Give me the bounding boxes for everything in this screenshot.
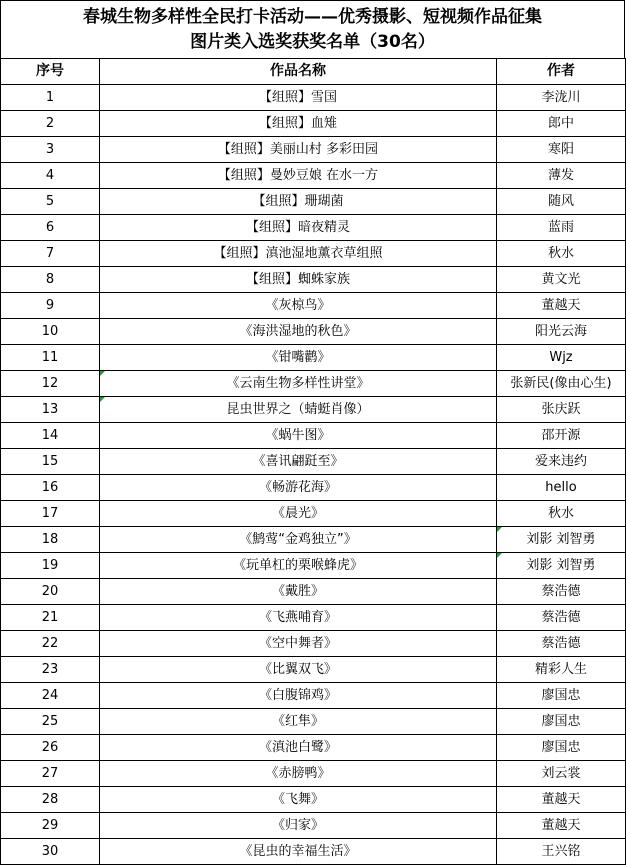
- table-row: [1, 527, 626, 553]
- table-row: [1, 345, 626, 371]
- row-work-name: 《空中舞者》: [100, 631, 497, 657]
- row-author: 董越天: [497, 787, 626, 813]
- row-work-name: 《赤膀鸭》: [100, 761, 497, 787]
- table-row: [1, 735, 626, 761]
- row-number: 3: [1, 137, 100, 163]
- header-number: 序号: [1, 59, 100, 85]
- table-row: [1, 267, 626, 293]
- winners-table: [0, 58, 626, 865]
- row-number: 9: [1, 293, 100, 319]
- row-author: 蓝雨: [497, 215, 626, 241]
- table-row: [1, 579, 626, 605]
- header-author: 作者: [497, 59, 626, 85]
- row-number: 24: [1, 683, 100, 709]
- table-row: [1, 605, 626, 631]
- row-author: 廖国忠: [497, 709, 626, 735]
- row-author: 精彩人生: [497, 657, 626, 683]
- row-work-name: 昆虫世界之（蜻蜓肖像）: [100, 397, 497, 423]
- row-number: 23: [1, 657, 100, 683]
- row-number: 7: [1, 241, 100, 267]
- row-number: 8: [1, 267, 100, 293]
- table-row: [1, 813, 626, 839]
- row-author: 薄发: [497, 163, 626, 189]
- row-author: 李泷川: [497, 85, 626, 111]
- row-work-name: 【组照】滇池湿地薰衣草组照: [100, 241, 497, 267]
- row-author: 随风: [497, 189, 626, 215]
- table-row: [1, 85, 626, 111]
- row-work-name: 【组照】雪国: [100, 85, 497, 111]
- row-work-name: 【组照】暗夜精灵: [100, 215, 497, 241]
- table-row: [1, 371, 626, 397]
- row-work-name: 【组照】曼妙豆娘 在水一方: [100, 163, 497, 189]
- row-work-name: 《红隼》: [100, 709, 497, 735]
- row-work-name: 《飞舞》: [100, 787, 497, 813]
- table-row: [1, 319, 626, 345]
- row-number: 2: [1, 111, 100, 137]
- row-work-name: 《飞燕哺育》: [100, 605, 497, 631]
- page-subtitle: 图片类入选奖获奖名单（30名）: [190, 32, 435, 52]
- table-row: [1, 163, 626, 189]
- row-work-name: 《钳嘴鹳》: [100, 345, 497, 371]
- table-row: [1, 683, 626, 709]
- row-number: 20: [1, 579, 100, 605]
- row-author: 爱来违约: [497, 449, 626, 475]
- row-number: 5: [1, 189, 100, 215]
- table-row: [1, 709, 626, 735]
- row-work-name: 《鹪莺“金鸡独立”》: [100, 527, 497, 553]
- table-row: [1, 553, 626, 579]
- table-row: [1, 501, 626, 527]
- row-number: 28: [1, 787, 100, 813]
- row-work-name: 【组照】血雉: [100, 111, 497, 137]
- title-block: [0, 0, 625, 58]
- row-author: 蔡浩德: [497, 631, 626, 657]
- table-row: [1, 215, 626, 241]
- table-row: [1, 449, 626, 475]
- table-row: [1, 657, 626, 683]
- row-number: 22: [1, 631, 100, 657]
- row-author: 蔡浩德: [497, 605, 626, 631]
- header-row: [1, 59, 626, 85]
- table-row: [1, 397, 626, 423]
- row-work-name: 【组照】蜘蛛家族: [100, 267, 497, 293]
- table-row: [1, 839, 626, 865]
- row-work-name: 【组照】珊瑚菌: [100, 189, 497, 215]
- page-title: 春城生物多样性全民打卡活动——优秀摄影、短视频作品征集: [83, 7, 542, 27]
- row-work-name: 《玩单杠的栗喉蜂虎》: [100, 553, 497, 579]
- row-author: 秋水: [497, 501, 626, 527]
- row-author: 董越天: [497, 813, 626, 839]
- row-work-name: 《喜讯翩跹至》: [100, 449, 497, 475]
- row-number: 16: [1, 475, 100, 501]
- table-row: [1, 761, 626, 787]
- table-row: [1, 137, 626, 163]
- row-author: 刘影 刘智勇: [497, 553, 626, 579]
- row-work-name: 《云南生物多样性讲堂》: [100, 371, 497, 397]
- row-author: 刘云裳: [497, 761, 626, 787]
- row-number: 26: [1, 735, 100, 761]
- row-author: 蔡浩德: [497, 579, 626, 605]
- row-author: 王兴铭: [497, 839, 626, 865]
- table-row: [1, 475, 626, 501]
- row-number: 19: [1, 553, 100, 579]
- row-author: 廖国忠: [497, 735, 626, 761]
- table-row: [1, 189, 626, 215]
- row-author: 寒阳: [497, 137, 626, 163]
- table-row: [1, 111, 626, 137]
- row-author: 郎中: [497, 111, 626, 137]
- row-number: 6: [1, 215, 100, 241]
- table-row: [1, 423, 626, 449]
- row-number: 11: [1, 345, 100, 371]
- row-number: 18: [1, 527, 100, 553]
- row-author: 张新民(像由心生): [497, 371, 626, 397]
- row-author: 黄文光: [497, 267, 626, 293]
- row-number: 1: [1, 85, 100, 111]
- row-number: 25: [1, 709, 100, 735]
- row-number: 17: [1, 501, 100, 527]
- table-body: [1, 85, 626, 865]
- row-work-name: 《归家》: [100, 813, 497, 839]
- row-author: Wjz: [497, 345, 626, 371]
- row-author: 廖国忠: [497, 683, 626, 709]
- row-work-name: 《畅游花海》: [100, 475, 497, 501]
- row-work-name: 《蜗牛图》: [100, 423, 497, 449]
- row-work-name: 《滇池白鹭》: [100, 735, 497, 761]
- row-work-name: 【组照】美丽山村 多彩田园: [100, 137, 497, 163]
- row-work-name: 《昆虫的幸福生活》: [100, 839, 497, 865]
- table-row: [1, 787, 626, 813]
- row-work-name: 《白腹锦鸡》: [100, 683, 497, 709]
- row-work-name: 《比翼双飞》: [100, 657, 497, 683]
- row-work-name: 《灰椋鸟》: [100, 293, 497, 319]
- row-number: 29: [1, 813, 100, 839]
- row-author: 秋水: [497, 241, 626, 267]
- row-number: 21: [1, 605, 100, 631]
- row-number: 10: [1, 319, 100, 345]
- table-row: [1, 293, 626, 319]
- row-author: 阳光云海: [497, 319, 626, 345]
- row-author: 董越天: [497, 293, 626, 319]
- header-work-name: 作品名称: [100, 59, 497, 85]
- row-number: 13: [1, 397, 100, 423]
- row-author: 张庆跃: [497, 397, 626, 423]
- row-work-name: 《戴胜》: [100, 579, 497, 605]
- row-number: 30: [1, 839, 100, 865]
- row-number: 4: [1, 163, 100, 189]
- row-number: 27: [1, 761, 100, 787]
- row-number: 14: [1, 423, 100, 449]
- row-author: 邵开源: [497, 423, 626, 449]
- row-work-name: 《晨光》: [100, 501, 497, 527]
- table-row: [1, 241, 626, 267]
- row-author: hello: [497, 475, 626, 501]
- row-number: 12: [1, 371, 100, 397]
- row-number: 15: [1, 449, 100, 475]
- row-author: 刘影 刘智勇: [497, 527, 626, 553]
- row-work-name: 《海洪湿地的秋色》: [100, 319, 497, 345]
- table-row: [1, 631, 626, 657]
